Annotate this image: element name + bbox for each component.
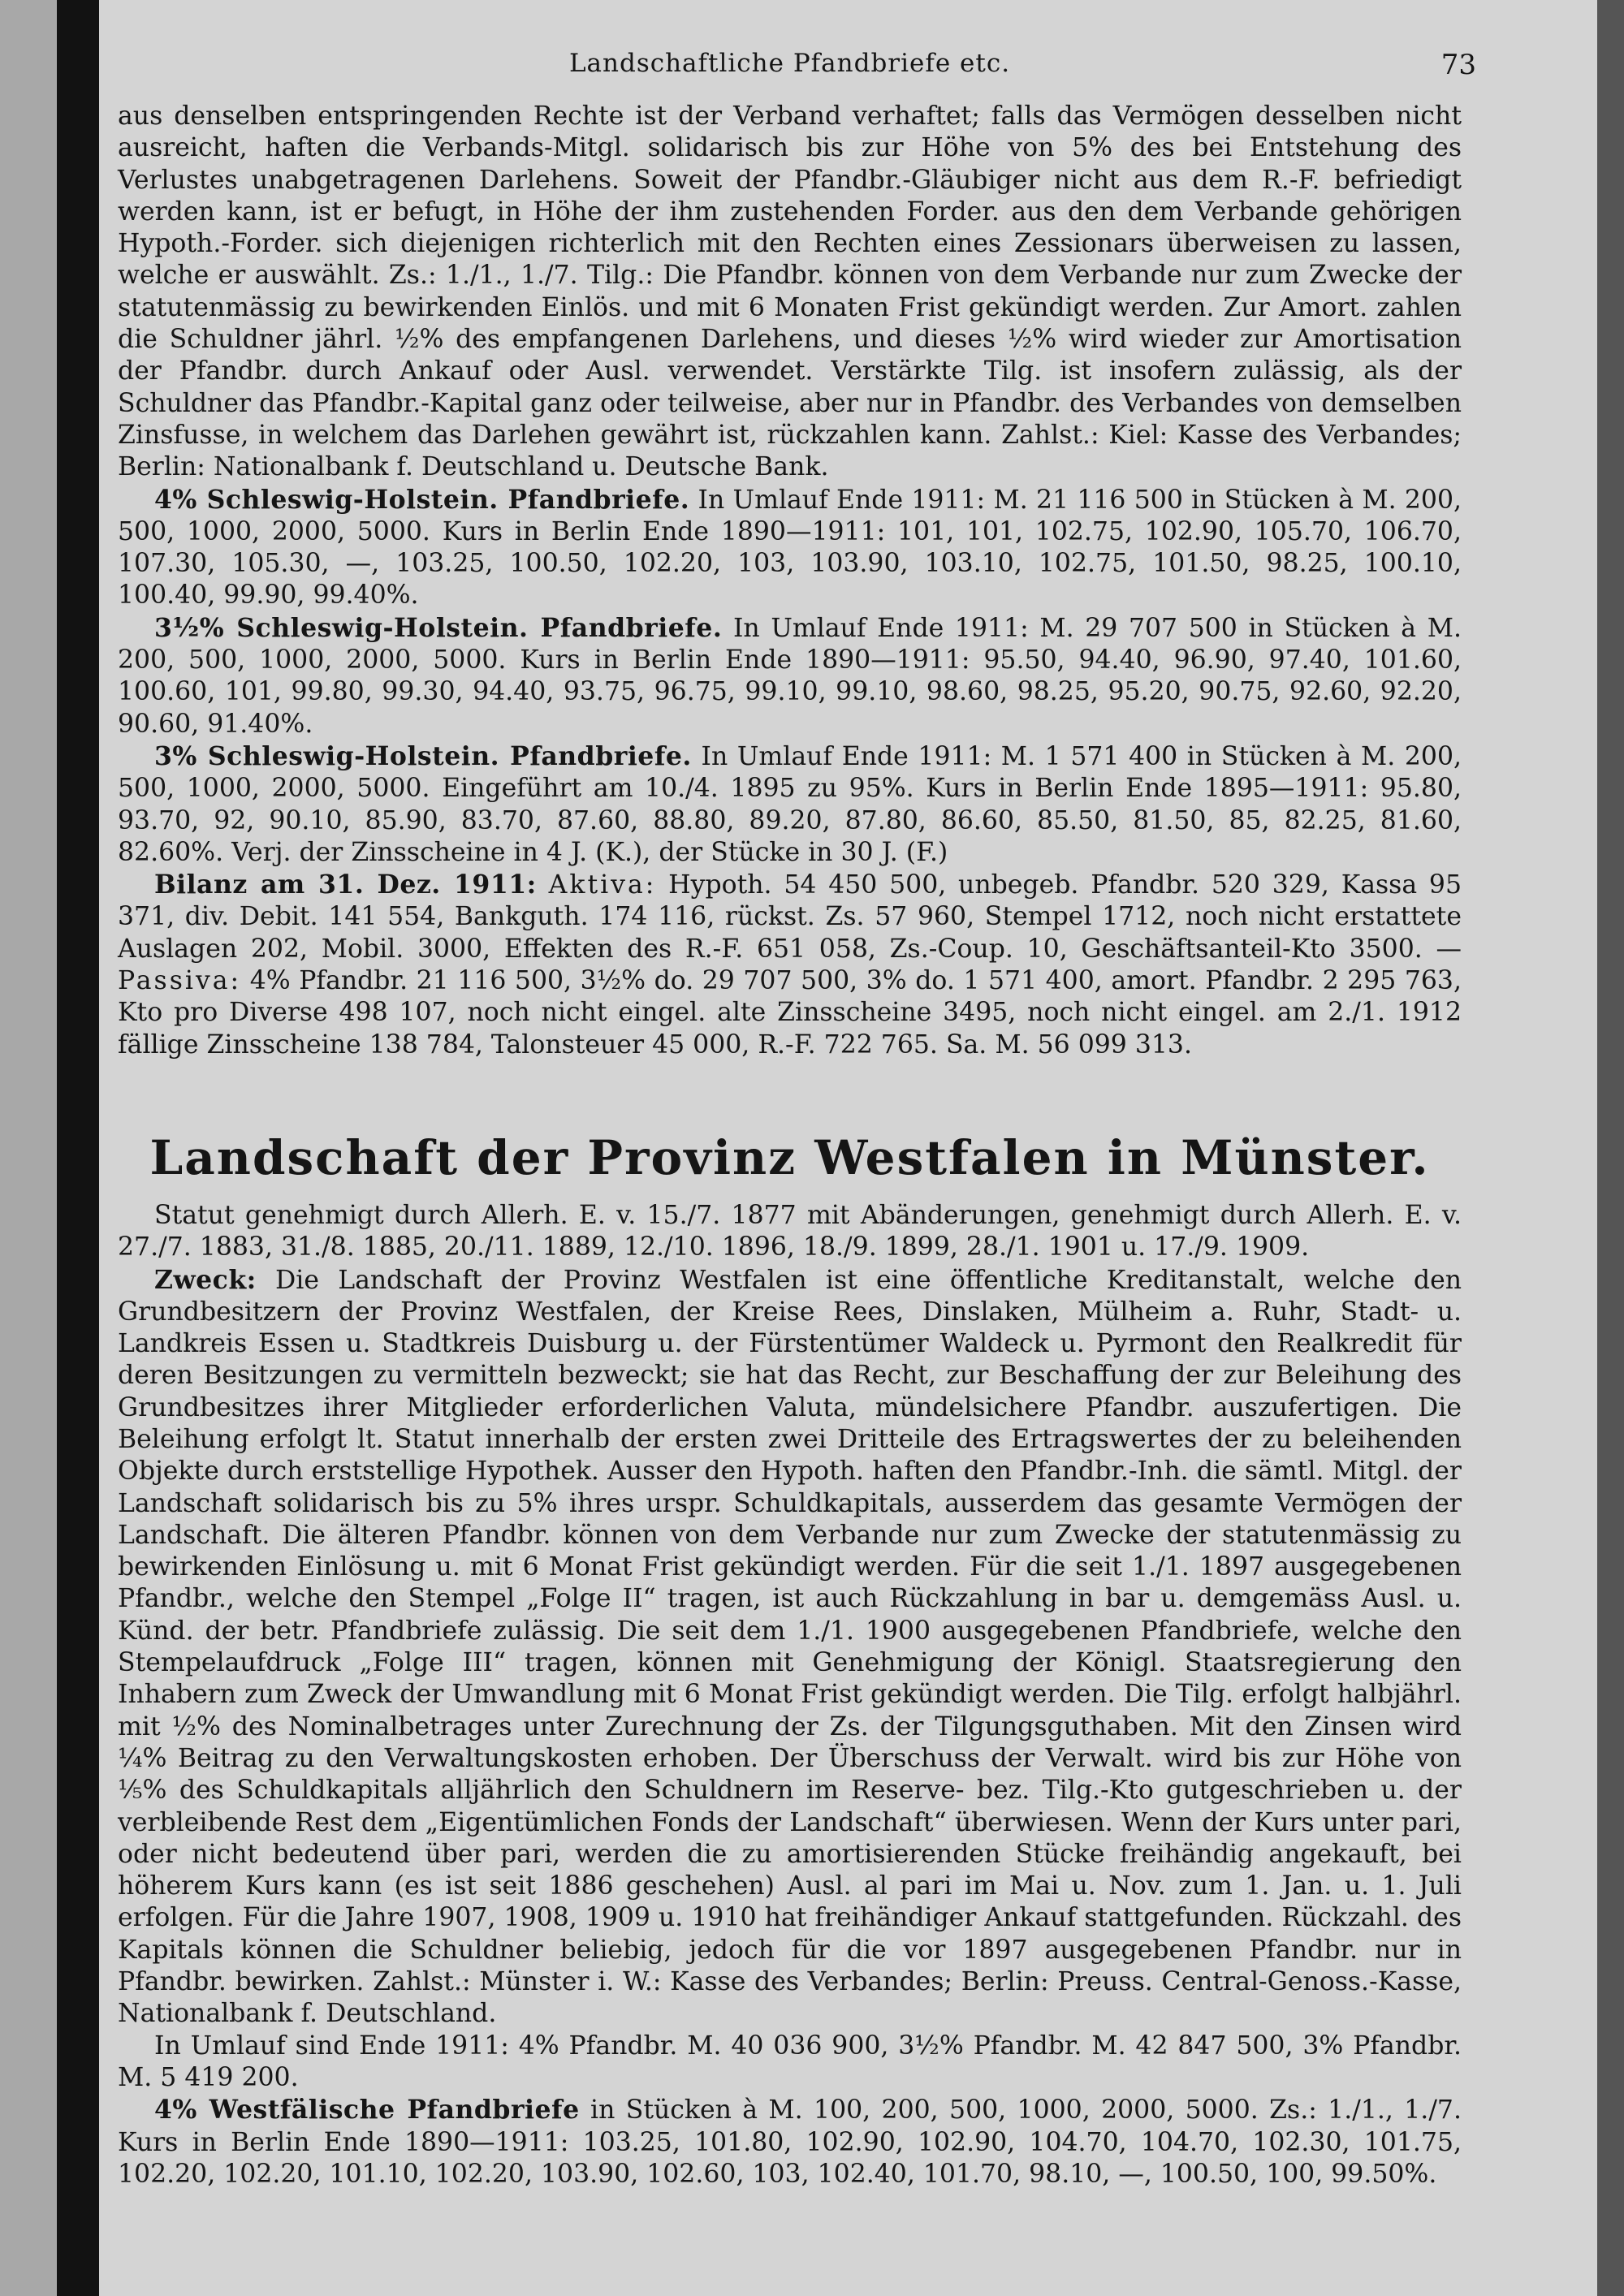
bond-3pct-lead: 3% Schleswig-Holstein. Pfandbriefe. xyxy=(154,740,692,771)
zweck-label: Zweck: xyxy=(154,1264,257,1295)
bond-3pct-text: In Umlauf Ende 1911: M. 1 571 400 in Stücken à M. 200, 500, 1000, 2000, 5000. Eingeführt am 10./4. 1895 zu 95%. Kurs in Berlin Ende 1895—1911: 95.80, 93.70, 92, 90.10, 85.90, 83.70, 87.60, 88.80, 89.20, 87.80, 86.60, 85.50, 81.50, 85, 82.25, 81.60, 82.60%. Verj. der Zinsscheine in 4 J. (K.), der Stücke in 30 J. (F.) xyxy=(118,741,1462,867)
zweck-paragraph xyxy=(118,1264,1462,2031)
bilanz-lead: Bilanz am 31. Dez. 1911: xyxy=(154,870,537,900)
bilanz-aktiva-label: Aktiva: xyxy=(548,870,657,900)
umlauf-paragraph: In Umlauf sind Ende 1911: 4% Pfandbr. M. 40 036 900, 3½% Pfandbr. M. 42 847 500, 3% Pfandbr. M. 5 419 200. xyxy=(118,2031,1462,2092)
bilanz-aktiva-text: Hypoth. 54 450 500, unbegeb. Pfandbr. 520 329, Kassa 95 371, div. Debit. 141 554, Bankguth. 174 116, rückst. Zs. 57 960, Stempel 1712, noch nicht erstattete Auslagen 202, Mobil. 3000, Effekten des R.-F. 651 058, Zs.-Coup. 10, Geschäftsanteil-Kto 3500. — xyxy=(118,870,1462,964)
bond-3pct-paragraph xyxy=(118,740,1462,869)
section-heading-westfalen: Landschaft der Provinz Westfalen in Münster. xyxy=(149,1129,1430,1185)
westf-bond-text: in Stücken à M. 100, 200, 500, 1000, 2000, 5000. Zs.: 1./1., 1./7. Kurs in Berlin Ende 1890—1911: 103.25, 101.80, 102.90, 102.90, 104.70, 104.70, 102.30, 101.75, 102.20, 102.20, 101.10, 102.20, 103.90, 102.60, 103, 102.40, 101.70, 98.10, —, 100.50, 100, 99.50%. xyxy=(118,2095,1462,2189)
bilanz-passiva-label: Passiva: xyxy=(118,966,242,996)
bond-4pct-lead: 4% Schleswig-Holstein. Pfandbriefe. xyxy=(154,484,690,515)
westf-bond-lead: 4% Westfälische Pfandbriefe xyxy=(154,2095,580,2126)
book-spine-shadow xyxy=(57,0,99,2296)
bond-4pct-text: In Umlauf Ende 1911: M. 21 116 500 in Stücken à M. 200, 500, 1000, 2000, 5000. Kurs in Berlin Ende 1890—1911: 101, 101, 102.75, 102.90, 105.70, 106.70, 107.30, 105.30, —, 103.25, 100.50, 102.20, 103, 103.90, 103.10, 102.75, 101.50, 98.25, 100.10, 100.40, 99.90, 99.40%. xyxy=(118,485,1462,611)
bond-35pct-text: In Umlauf Ende 1911: M. 29 707 500 in Stücken à M. 200, 500, 1000, 2000, 5000. Kurs in Berlin Ende 1890—1911: 95.50, 94.40, 96.90, 97.40, 101.60, 100.60, 101, 99.80, 99.30, 94.40, 93.75, 96.75, 99.10, 99.10, 98.60, 98.25, 95.20, 90.75, 92.60, 92.20, 90.60, 91.40%. xyxy=(118,613,1462,739)
zweck-text: Die Landschaft der Provinz Westfalen ist eine öffentliche Kreditanstalt, welche den Grundbesitzern der Provinz Westfalen, der Kreise Rees, Dinslaken, Mülheim a. Ruhr, Stadt- u. Landkreis Essen u. Stadtkreis Duisburg u. der Fürstentümer Waldeck u. Pyrmont den Realkredit für deren Besitzungen zu vermitteln bezweckt; sie hat das Recht, zur Beschaffung der zur Beleihung des Grundbesitzes ihrer Mitglieder erforderlichen Valuta, mündelsichere Pfandbr. auszufertigen. Die Beleihung erfolgt lt. Statut innerhalb der ersten zwei Dritteile des Ertragswertes der zu beleihenden Objekte durch erststellige Hypothek. Ausser den Hypoth. haften den Pfandbr.-Inh. die sämtl. Mitgl. der Landschaft solidarisch bis zu 5% ihres urspr. Schuldkapitals, ausserdem das gesamte Vermögen der Landschaft. Die älteren Pfandbr. können von dem Verbande nur zum Zwecke der statutenmässig zu bewirkenden Einlösung u. mit 6 Monat Frist gekündigt werden. Für die seit 1./1. 1897 ausgegebenen Pfandbr., welche den Stempel „Folge II“ tragen, ist auch Rückzahlung in bar u. demgemäss Ausl. u. Künd. der betr. Pfandbriefe zulässig. Die seit dem 1./1. 1900 ausgegebenen Pfandbriefe, welche den Stempelaufdruck „Folge III“ tragen, können mit Genehmigung der Königl. Staatsregierung den Inhabern zum Zweck der Umwandlung mit 6 Monat Frist gekündigt werden. Die Tilg. erfolgt halbjährl. mit ½% des Nominalbetrages unter Zurechnung der Zs. der Tilgungsguthaben. Mit den Zinsen wird ¼% Beitrag zu den Verwaltungskosten erhoben. Der Überschuss der Verwalt. wird bis zur Höhe von ⅕% des Schuldkapitals alljährlich den Schuldnern im Reserve- bez. Tilg.-Kto gutgeschrieben u. der verbleibende Rest dem „Eigentümlichen Fonds der Landschaft“ überwiesen. Wenn der Kurs unter pari, oder nicht bedeutend über pari, werden die zu amortisierenden Stücke freihändig angekauft, bei höherem Kurs kann (es ist seit 1886 geschehen) Ausl. al pari im Mai u. Nov. zum 1. Jan. u. 1. Juli erfolgen. Für die Jahre 1907, 1908, 1909 u. 1910 hat freihändiger Ankauf stattgefunden. Rückzahl. des Kapitals können die Schuldner beliebig, jedoch für die vor 1897 ausgegebenen Pfandbr. nur in Pfandbr. bewirken. Zahlst.: Münster i. W.: Kasse des Verbandes; Berlin: Preuss. Central-Genoss.-Kasse, Nationalbank f. Deutschland. xyxy=(118,1265,1462,2029)
statut-paragraph: Statut genehmigt durch Allerh. E. v. 15./7. 1877 mit Abänderungen, genehmigt durch Allerh. E. v. 27./7. 1883, 31./8. 1885, 20./11. 1889, 12./10. 1896, 18./9. 1899, 28./1. 1901 u. 17./9. 1909. xyxy=(118,1200,1462,1262)
right-page-edge xyxy=(1597,0,1624,2296)
bond-35pct-paragraph xyxy=(118,612,1462,740)
section1-intro-paragraph: aus denselben entspringenden Rechte ist der Verband verhaftet; falls das Vermögen desselben nicht ausreicht, haften die Verbands-Mitgl. solidarisch bis zur Höhe von 5% des bei Entstehung des Verlustes unabgetragenen Darlehens. Soweit der Pfandbr.-Gläubiger nicht aus dem R.-F. befriedigt werden kann, ist er befugt, in Höhe der ihm zustehenden Forder. aus den dem Verbande gehörigen Hypoth.-Forder. sich diejenigen richterlich mit den Rechten eines Zessionars überweisen zu lassen, welche er auswählt. Zs.: 1./1., 1./7. Tilg.: Die Pfandbr. können von dem Verbande nur zum Zwecke der statutenmässig zu bewirkenden Einlös. und mit 6 Monaten Frist gekündigt werden. Zur Amort. zahlen die Schuldner jährl. ½% des empfangenen Darlehens, und dieses ½% wird wieder zur Amortisation der Pfandbr. durch Ankauf oder Ausl. verwendet. Verstärkte Tilg. ist insofern zulässig, als der Schuldner das Pfandbr.-Kapital ganz oder teilweise, aber nur in Pfandbr. des Verbandes von demselben Zinsfusse, in welchem das Darlehen gewährt ist, rückzahlen kann. Zahlst.: Kiel: Kasse des Verbandes; Berlin: Nationalbank f. Deutschland u. Deutsche Bank. xyxy=(118,101,1462,482)
bilanz-passiva-text: 4% Pfandbr. 21 116 500, 3½% do. 29 707 500, 3% do. 1 571 400, amort. Pfandbr. 2 295 763, Kto pro Diverse 498 107, noch nicht eingel. alte Zinsscheine 3495, noch nicht eingel. am 2./1. 1912 fällige Zinsscheine 138 784, Talonsteuer 45 000, R.-F. 722 765. Sa. M. 56 099 313. xyxy=(118,966,1462,1060)
running-head xyxy=(118,49,1476,101)
westf-bond-paragraph xyxy=(118,2094,1462,2190)
running-title: Landschaftliche Pfandbriefe etc. xyxy=(568,49,1011,78)
bilanz-paragraph xyxy=(118,869,1462,1061)
bond-35pct-lead: 3½% Schleswig-Holstein. Pfandbriefe. xyxy=(154,612,723,643)
bond-4pct-paragraph xyxy=(118,484,1462,612)
page-number: 73 xyxy=(1440,49,1476,81)
page-content xyxy=(118,49,1476,2190)
previous-page-edge xyxy=(0,0,57,2296)
